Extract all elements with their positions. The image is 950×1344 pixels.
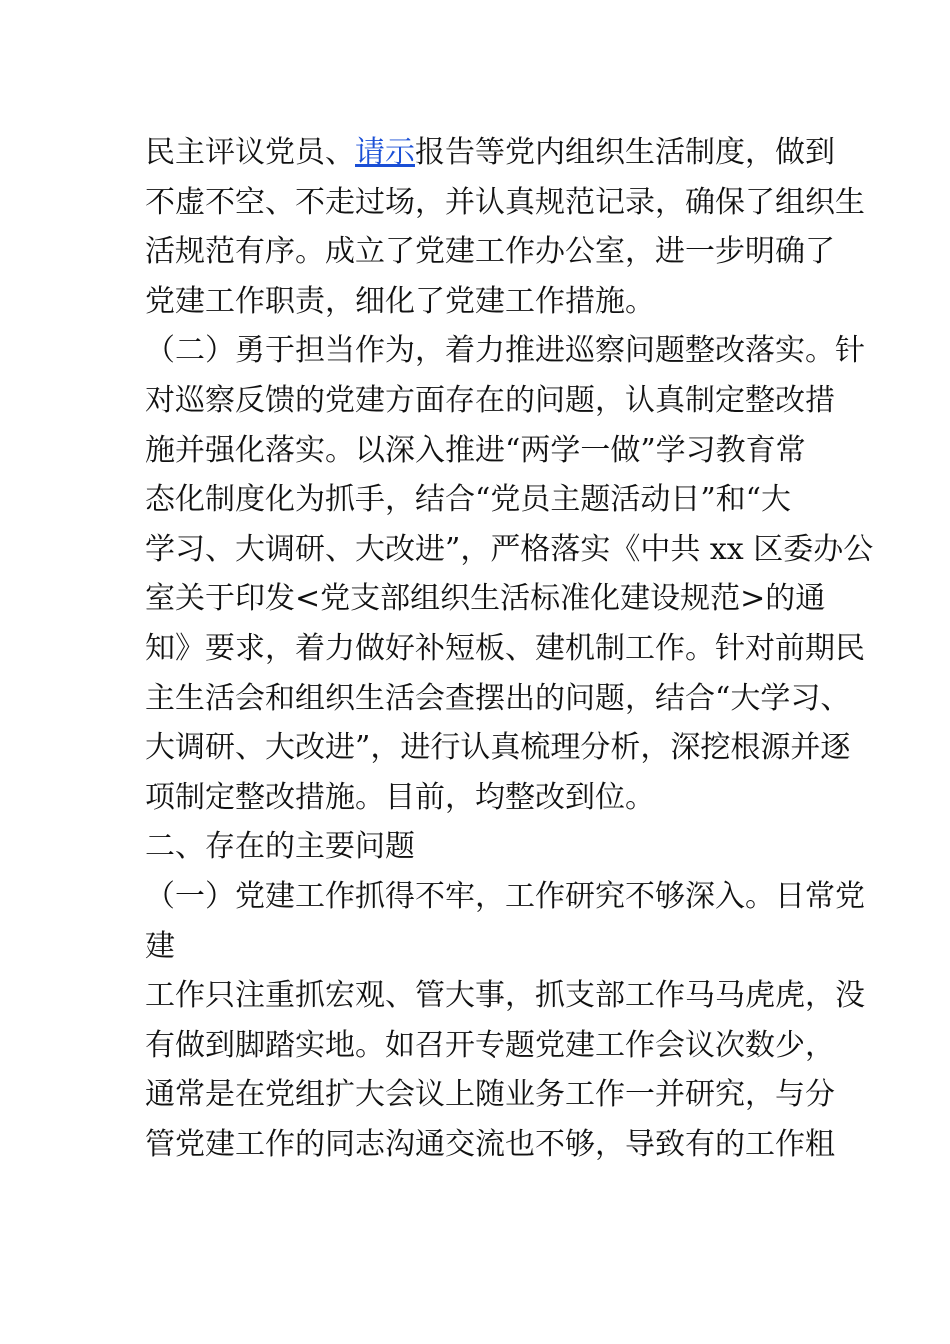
text-line: 对巡察反馈的党建方面存在的问题，认真制定整改措: [145, 382, 835, 418]
text-line: 项制定整改措施。目前，均整改到位。: [145, 779, 655, 815]
text-line: 通常是在党组扩大会议上随业务工作一并研究，与分: [145, 1077, 835, 1113]
text-line: 管党建工作的同志沟通交流也不够，导致有的工作粗: [145, 1126, 835, 1162]
section-heading-2-1: （一）党建工作抓得不牢，工作研究不够深入。日常党: [145, 878, 865, 914]
text-segment: 报告等党内组织生活制度，做到: [415, 135, 835, 170]
text-line: 知》要求，着力做好补短板、建机制工作。针对前期民: [145, 630, 865, 666]
text-line: 活规范有序。成立了党建工作办公室，进一步明确了: [145, 234, 835, 270]
text-line: 大调研、大改进”，进行认真梳理分析，深挖根源并逐: [145, 730, 851, 766]
text-line: [145, 128, 835, 178]
text-line: 有做到脚踏实地。如召开专题党建工作会议次数少，: [145, 1027, 835, 1063]
text-line: 党建工作职责，细化了党建工作措施。: [145, 283, 655, 319]
hyperlink-qingshi[interactable]: 请示: [355, 135, 415, 170]
section-heading-2-2: （二）勇于担当作为，着力推进巡察问题整改落实。针: [145, 333, 865, 369]
text-line: 学习、大调研、大改进”，严格落实《中共 xx 区委办公: [145, 531, 874, 567]
text-line: 不虚不空、不走过场，并认真规范记录，确保了组织生: [145, 184, 865, 220]
text-line: 工作只注重抓宏观、管大事，抓支部工作马马虎虎，没: [145, 978, 865, 1014]
text-line: 室关于印发<党支部组织生活标准化建设规范>的通: [145, 581, 826, 617]
document-body: [145, 128, 874, 1169]
text-line: 态化制度化为抓手，结合“党员主题活动日”和“大: [145, 482, 792, 518]
text-line: 施并强化落实。以深入推进“两学一做”学习教育常: [145, 432, 806, 468]
text-segment: 民主评议党员、: [145, 135, 355, 170]
section-heading-2: 二、存在的主要问题: [145, 829, 415, 865]
text-line: 建: [145, 928, 175, 964]
text-line: 主生活会和组织生活会查摆出的问题，结合“大学习、: [145, 680, 851, 716]
